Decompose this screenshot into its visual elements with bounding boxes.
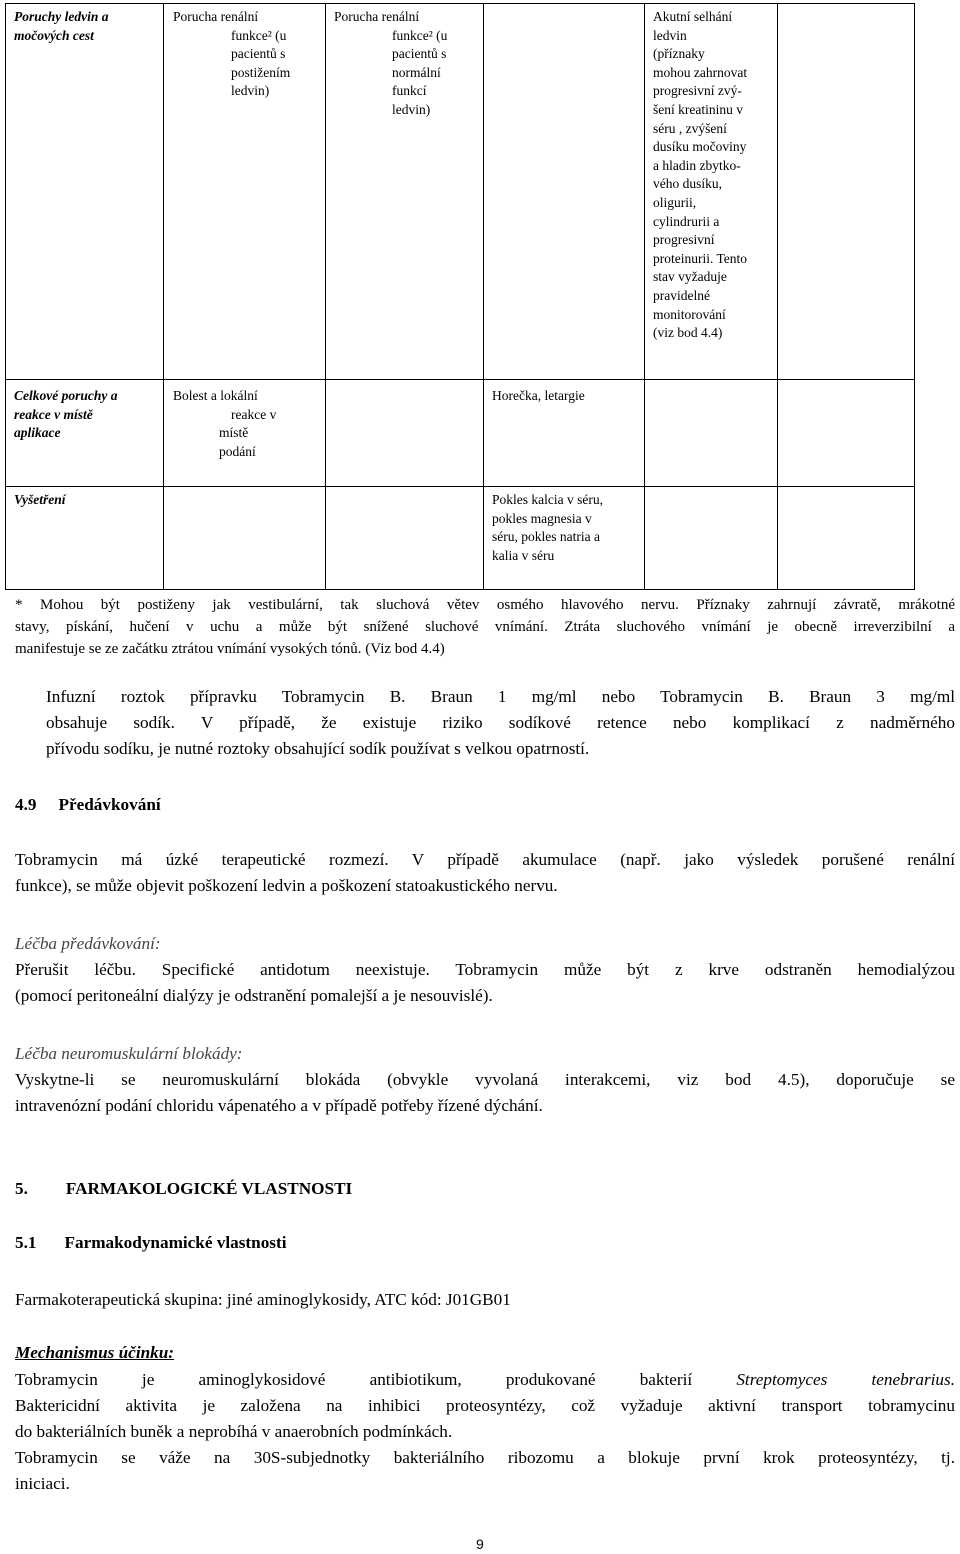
table-column-divider [483,4,484,589]
table-cell-frequency: Bolest a lokální reakce v místě podání [173,388,277,459]
table-cell-category: Celkové poruchy a reakce v místě aplikace [14,388,118,441]
table-row-divider [6,486,914,487]
table-cell-line: mohou zahrnovat [653,64,748,80]
table-cell-line: stav vyžaduje [653,269,727,285]
table-cell-line: dusíku močoviny [653,139,747,155]
mechanism-line: do bakteriálních buněk a neprobíhá v anaerobních podmínkách. [15,1422,453,1441]
pharmacotherapeutic-group: Farmakoterapeutická skupina: jiné aminoglykosidy, ATC kód: J01GB01 [15,1290,511,1309]
table-cell-line: ledvin [653,27,687,43]
mechanism-line: Tobramycin je aminoglykosidové antibiotikum, produkované bakterií Streptomyces tenebrarius. [15,1370,955,1389]
mechanism-line: Tobramycin se váže na 30S-subjednotky bakteriálního ribozomu a blokuje první krok proteosyntézy, tj. [15,1448,955,1467]
table-cell-line: Akutní selhání [653,9,733,24]
species-name: Streptomyces tenebrarius. [736,1370,955,1389]
table-column-divider [325,4,326,589]
table-cell-line: séru , zvýšení [653,120,727,136]
table-cell-frequency: Porucha renální funkce² (u pacientů s normální funkcí ledvin) [334,9,448,117]
sodium-note-paragraph: Infuzní roztok přípravku Tobramycin B. Braun 1 mg/ml nebo Tobramycin B. Braun 3 mg/ml obsahuje sodík. V případě, že existuje riziko sodíkové retence nebo komplikací z nadměrného přívodu sodíku, je nutné roztoky obsahující sodík používat s velkou opatrností. [46,687,955,758]
table-cell-line: monitorování [653,306,726,322]
section-heading-5-1: 5.1 Farmakodynamické vlastnosti [15,1233,287,1252]
table-cell-line: progresivní zvý- [653,83,742,99]
table-cell-description [653,8,773,343]
overdose-treatment-heading: Léčba předávkování: [15,934,161,953]
table-cell-description: Horečka, letargie [492,388,585,403]
neuromuscular-heading: Léčba neuromuskulární blokády: [15,1044,243,1063]
adverse-effects-table [5,3,915,590]
mechanism-line: Baktericidní aktivita je založena na inhibici proteosyntézy, což vyžaduje aktivní transport tobramycinu [15,1396,955,1415]
table-cell-frequency: Porucha renální funkce² (u pacientů s postižením ledvin) [173,9,291,99]
overdose-paragraph: Tobramycin má úzké terapeutické rozmezí. V případě akumulace (např. jako výsledek porušené renální funkce), se může objevit poškození ledvin a poškození statoakustického nervu. [15,850,955,895]
table-cell-line: proteinurii. Tento [653,250,748,266]
overdose-treatment-paragraph: Přerušit léčbu. Specifické antidotum neexistuje. Tobramycin může být z krve odstraněn hemodialýzou (pomocí peritoneální dialýzy je odstranění pomalejší a je nesouvislé). [15,960,955,1005]
section-heading-5: 5. FARMAKOLOGICKÉ VLASTNOSTI [15,1179,353,1198]
neuromuscular-paragraph: Vyskytne-li se neuromuskulární blokáda (obvykle vyvolaná interakcemi, viz bod 4.5), doporučuje se intravenózní podání chloridu vápenatého a v případě potřeby řízené dýchání. [15,1070,955,1115]
table-cell-description: Pokles kalcia v séru, pokles magnesia v séru, pokles natria a kalia v séru [492,492,603,563]
table-column-divider [163,4,164,589]
table-cell-line: (viz bod 4.4) [653,325,723,341]
table-row-divider [6,379,914,380]
table-cell-line: progresivní [653,232,715,248]
section-heading-4-9: 4.9 Předávkování [15,795,161,814]
table-cell-line: a hladin zbytko- [653,157,741,173]
table-cell-line: (příznaky [653,46,705,62]
mechanism-line: iniciaci. [15,1474,70,1493]
table-cell-line: oligurii, [653,194,697,210]
table-cell-line: pravidelné [653,287,710,303]
page-number: 9 [476,1536,484,1552]
table-cell-line: šení kreatininu v [653,101,743,117]
table-column-divider [777,4,778,589]
table-cell-category: Poruchy ledvin a močových cest [14,9,109,43]
table-cell-line: vého dusíku, [653,176,722,192]
mechanism-heading: Mechanismus účinku: [15,1343,175,1362]
table-cell-line: cylindrurii a [653,213,720,229]
table-column-divider [644,4,645,589]
table-footnote: * Mohou být postiženy jak vestibulární, tak sluchová větev osmého hlavového nervu. Příznaky zahrnují závratě, mrákotné stavy, pískání, hučení v uchu a může být snížené sluchové vnímání. Ztráta sluchového vnímání je obecně irreverzibilní a manifestuje se ze začátku ztrátou vnímání vysokých tónů. (Viz bod 4.4) [15,597,955,657]
mechanism-paragraph [15,1367,955,1497]
table-cell-category: Vyšetření [14,492,66,507]
